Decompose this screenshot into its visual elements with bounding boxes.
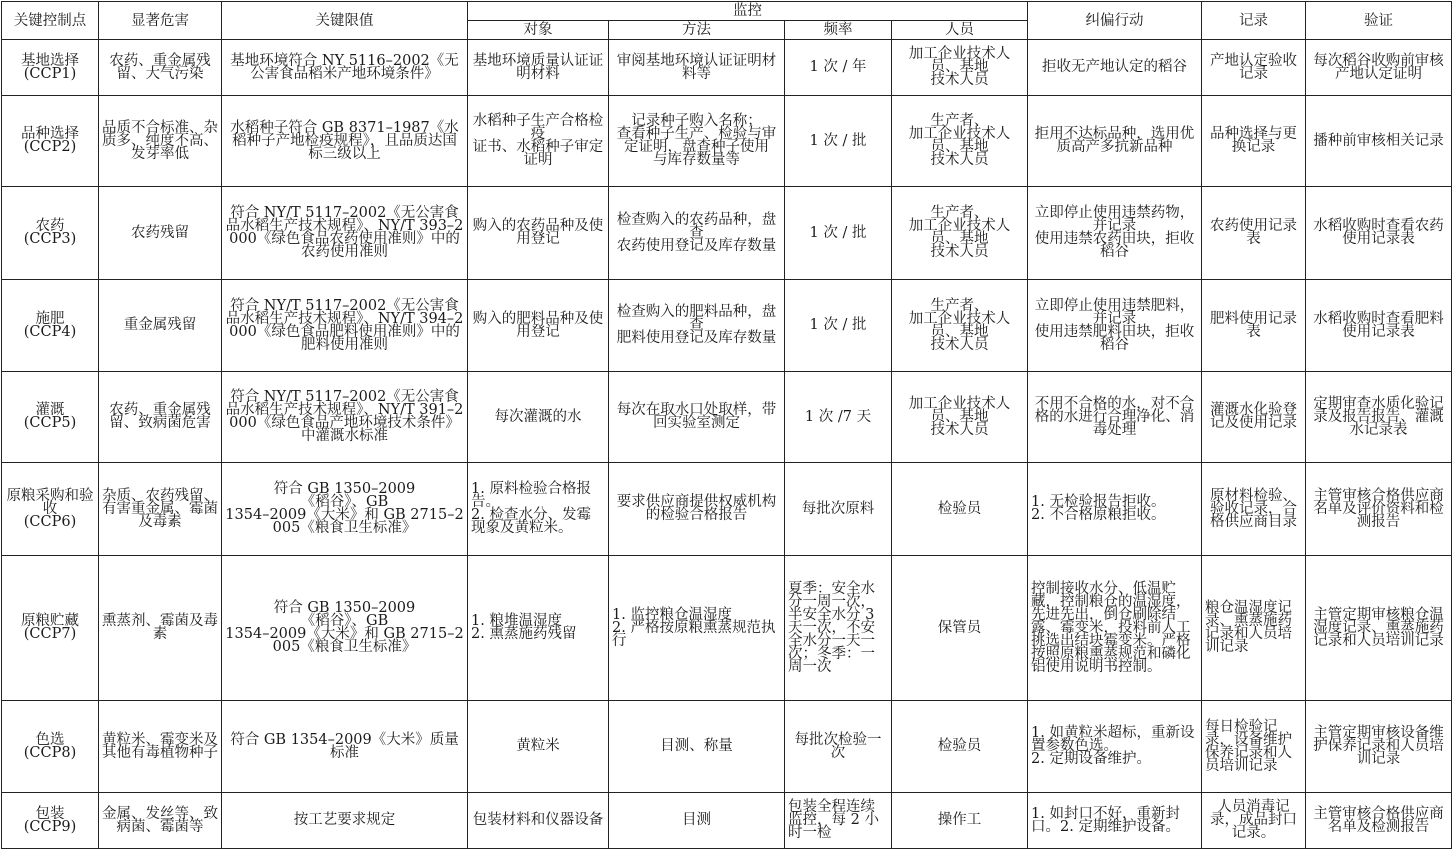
cell-limit: 符合 GB 1350–2009 《稻谷》、GB 1354–2009《大米》和 GB 2715–2005《粮食卫生标准》 — [222, 463, 468, 556]
cell-object: 水稻种子生产合格检疫 证书、水稻种子审定证明 — [468, 96, 609, 187]
cell-limit: 符合 NY/T 5117–2002《无公害食品水稻生产技术规程》、NY/T 394–2000《绿色食品肥料使用准则》中的肥料使用准则 — [222, 280, 468, 372]
cell-frequency: 1 次 / 批 — [785, 280, 892, 372]
table-row — [2, 96, 1452, 187]
cell-corrective: 立即停止使用违禁药物，并记录 使用违禁农药田块，拒收稻谷 — [1028, 187, 1202, 280]
cell-frequency: 1 次 / 批 — [785, 187, 892, 280]
cell-hazard: 熏蒸剂、霉菌及毒素 — [99, 556, 222, 701]
cell-hazard: 黄粒米、霉变米及其他有毒植物种子 — [99, 701, 222, 793]
cell-ccp: 灌溉 (CCP5) — [2, 372, 99, 463]
cell-person: 保管员 — [892, 556, 1028, 701]
cell-ccp: 原粮贮藏 (CCP7) — [2, 556, 99, 701]
header-monitor: 监控 — [468, 2, 1028, 21]
header-person: 人员 — [892, 21, 1028, 40]
cell-frequency: 1 次 / 年 — [785, 40, 892, 96]
cell-limit: 符合 GB 1354–2009《大米》质量标准 — [222, 701, 468, 793]
cell-method: 记录种子购入名称； 查看种子生产、检验与审定证明，盘查种子使用 与库存数量等 — [609, 96, 785, 187]
cell-corrective: 1. 无检验报告拒收。 2. 不合格原粮拒收。 — [1028, 463, 1202, 556]
cell-verify: 主管定期审核设备维护保养记录和人员培训记录 — [1306, 701, 1452, 793]
cell-corrective: 立即停止使用违禁肥料，并记录 使用违禁肥料田块，拒收稻谷 — [1028, 280, 1202, 372]
cell-corrective: 不用不合格的水，对不合格的水进行合理净化、消毒处理 — [1028, 372, 1202, 463]
cell-limit: 符合 NY/T 5117–2002《无公害食品水稻生产技术规程》、NY/T 391–2000《绿色食品产地环境技术条件》中灌溉水标准 — [222, 372, 468, 463]
cell-verify: 播种前审核相关记录 — [1306, 96, 1452, 187]
header-ccp: 关键控制点 — [2, 2, 99, 40]
cell-ccp: 施肥 (CCP4) — [2, 280, 99, 372]
cell-verify: 定期审查水质化验记录及报告报告、灌溉水记录表 — [1306, 372, 1452, 463]
cell-method: 目测、称量 — [609, 701, 785, 793]
cell-object: 黄粒米 — [468, 701, 609, 793]
cell-verify: 水稻收购时查看肥料使用记录表 — [1306, 280, 1452, 372]
header-method: 方法 — [609, 21, 785, 40]
header-object: 对象 — [468, 21, 609, 40]
cell-record: 每日检验记录，设备维护保养记录和人员培训记录 — [1202, 701, 1306, 793]
cell-object: 购入的农药品种及使用登记 — [468, 187, 609, 280]
cell-person: 生产者、 加工企业技术人员、基地 技术人员 — [892, 187, 1028, 280]
cell-ccp: 基地选择 (CCP1) — [2, 40, 99, 96]
cell-person: 生产者、 加工企业技术人员、基地 技术人员 — [892, 96, 1028, 187]
cell-method: 检查购入的肥料品种，盘查 肥料使用登记及库存数量 — [609, 280, 785, 372]
cell-hazard: 重金属残留 — [99, 280, 222, 372]
cell-object: 包装材料和仪器设备 — [468, 793, 609, 849]
cell-method: 检查购入的农药品种，盘查 农药使用登记及库存数量 — [609, 187, 785, 280]
table-row — [2, 372, 1452, 463]
cell-frequency: 包装全程连续监控，每 2 小时一检 — [785, 793, 892, 849]
cell-corrective: 拒用不达标品种，选用优质高产多抗新品种 — [1028, 96, 1202, 187]
cell-limit: 按工艺要求规定 — [222, 793, 468, 849]
cell-hazard: 品质不合标准、杂质多、纯度不高、发芽率低 — [99, 96, 222, 187]
cell-frequency: 1 次 / 批 — [785, 96, 892, 187]
cell-record: 肥料使用记录表 — [1202, 280, 1306, 372]
cell-verify: 主管审核合格供应商名单及评价资料和检测报告 — [1306, 463, 1452, 556]
cell-object: 1. 粮堆温湿度 2. 熏蒸施药残留 — [468, 556, 609, 701]
table-row — [2, 463, 1452, 556]
cell-method: 要求供应商提供权威机构的检验合格报告 — [609, 463, 785, 556]
table-row — [2, 187, 1452, 280]
cell-person: 加工企业技术人员、基地 技术人员 — [892, 372, 1028, 463]
header-verify: 验证 — [1306, 2, 1452, 40]
cell-limit: 符合 GB 1350–2009 《稻谷》、GB 1354–2009《大米》和 GB 2715–2005《粮食卫生标准》 — [222, 556, 468, 701]
cell-corrective: 控制接收水分、低温贮藏，控制粮仓的温湿度，先进先出，倒仓刷除结露、霉变米，投料前人工挑选出结块霉变米。严格按照原粮熏蒸规范和磷化铝使用说明书控制。 — [1028, 556, 1202, 701]
cell-verify: 水稻收购时查看农药使用记录表 — [1306, 187, 1452, 280]
header-record: 记录 — [1202, 2, 1306, 40]
cell-verify: 主管审核合格供应商名单及检测报告 — [1306, 793, 1452, 849]
cell-ccp: 原粮采购和验收 (CCP6) — [2, 463, 99, 556]
cell-limit: 水稻种子符合 GB 8371–1987《水稻种子产地检疫规程》，且品质达国标三级以上 — [222, 96, 468, 187]
cell-ccp: 品种选择 (CCP2) — [2, 96, 99, 187]
cell-person: 加工企业技术人员、基地 技术人员 — [892, 40, 1028, 96]
table-row — [2, 793, 1452, 849]
cell-record: 原材料检验、验收记录，合格供应商目录 — [1202, 463, 1306, 556]
table-row — [2, 280, 1452, 372]
cell-ccp: 农药 (CCP3) — [2, 187, 99, 280]
cell-hazard: 农药、重金属残留、致病菌危害 — [99, 372, 222, 463]
table-row — [2, 556, 1452, 701]
cell-limit: 基地环境符合 NY 5116–2002《无公害食品稻米产地环境条件》 — [222, 40, 468, 96]
cell-record: 粮仓温湿度记录、熏蒸施药记录和人员培训记录 — [1202, 556, 1306, 701]
cell-object: 购入的肥料品种及使用登记 — [468, 280, 609, 372]
cell-corrective: 拒收无产地认定的稻谷 — [1028, 40, 1202, 96]
cell-record: 人员消毒记录，成品封口记录。 — [1202, 793, 1306, 849]
cell-corrective: 1. 如黄粒米超标，重新设置参数色选。 2. 定期设备维护。 — [1028, 701, 1202, 793]
cell-frequency: 每批次原料 — [785, 463, 892, 556]
table-row — [2, 40, 1452, 96]
cell-frequency: 每批次检验一次 — [785, 701, 892, 793]
cell-corrective: 1. 如封口不好，重新封口。2. 定期维护设备。 — [1028, 793, 1202, 849]
cell-hazard: 金属、发丝等、致病菌、霉菌等 — [99, 793, 222, 849]
cell-ccp: 包装 (CCP9) — [2, 793, 99, 849]
header-corrective: 纠偏行动 — [1028, 2, 1202, 40]
table-row — [2, 701, 1452, 793]
cell-person: 检验员 — [892, 701, 1028, 793]
cell-person: 生产者、 加工企业技术人员、基地 技术人员 — [892, 280, 1028, 372]
cell-object: 1. 原料检验合格报告。 2. 检查水分、发霉现象及黄粒米。 — [468, 463, 609, 556]
cell-person: 操作工 — [892, 793, 1028, 849]
cell-object: 每次灌溉的水 — [468, 372, 609, 463]
cell-hazard: 杂质、农药残留、有害重金属、霉菌及毒素 — [99, 463, 222, 556]
cell-record: 灌溉水化验登记及使用记录 — [1202, 372, 1306, 463]
cell-frequency: 1 次 /7 天 — [785, 372, 892, 463]
header-frequency: 频率 — [785, 21, 892, 40]
cell-hazard: 农药残留 — [99, 187, 222, 280]
cell-record: 品种选择与更换记录 — [1202, 96, 1306, 187]
cell-method: 目测 — [609, 793, 785, 849]
cell-method: 1. 监控粮仓温湿度 2. 严格按原粮熏蒸规范执行 — [609, 556, 785, 701]
cell-method: 审阅基地环境认证证明材料等 — [609, 40, 785, 96]
cell-verify: 每次稻谷收购前审核产地认定证明 — [1306, 40, 1452, 96]
cell-frequency: 夏季：安全水分一周一次，半安全水分 3 天一次，不安全水分一天一次；冬季：一周一次 — [785, 556, 892, 701]
cell-method: 每次在取水口处取样，带回实验室测定 — [609, 372, 785, 463]
cell-object: 基地环境质量认证证明材料 — [468, 40, 609, 96]
cell-hazard: 农药、重金属残留、大气污染 — [99, 40, 222, 96]
haccp-table — [1, 1, 1452, 849]
header-hazard: 显著危害 — [99, 2, 222, 40]
cell-limit: 符合 NY/T 5117–2002《无公害食品水稻生产技术规程》、NY/T 393–2000《绿色食品农药使用准则》中的农药使用准则 — [222, 187, 468, 280]
cell-ccp: 色选 (CCP8) — [2, 701, 99, 793]
cell-person: 检验员 — [892, 463, 1028, 556]
header-limit: 关键限值 — [222, 2, 468, 40]
cell-verify: 主管定期审核粮仓温湿度记录、熏蒸施药记录和人员培训记录 — [1306, 556, 1452, 701]
cell-record: 农药使用记录表 — [1202, 187, 1306, 280]
cell-record: 产地认定验收记录 — [1202, 40, 1306, 96]
